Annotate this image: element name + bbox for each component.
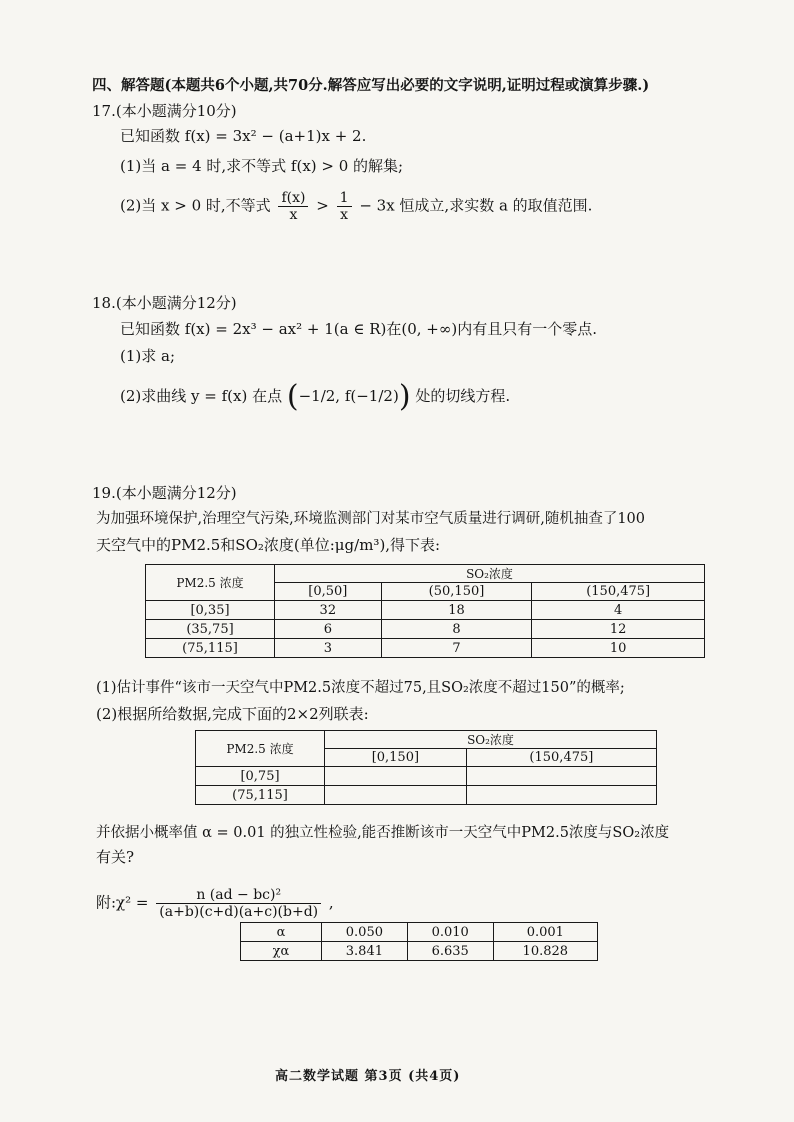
table1-cell: 18	[381, 601, 532, 620]
q18-point: −1/2, f(−1/2)	[298, 387, 399, 405]
frac-denominator: x	[289, 207, 298, 223]
section-heading: 四、解答题(本题共6个小题,共70分.解答应写出必要的文字说明,证明过程或演算步骤.)	[92, 77, 650, 94]
chi-value: 6.635	[407, 942, 493, 961]
table2-row-label: [0,75]	[196, 767, 325, 786]
q19-intro-line2: 天空气中的PM2.5和SO₂浓度(单位:μg/m³),得下表:	[96, 536, 441, 554]
q17-fraction-1-over-x	[337, 190, 352, 223]
frac-denominator: x	[340, 207, 349, 223]
pm25-so2-table	[145, 564, 705, 658]
chi-label: χα	[241, 942, 322, 961]
table1-col-group: SO₂浓度	[275, 565, 705, 583]
table2-empty-cell	[325, 786, 467, 805]
table-row	[241, 923, 598, 942]
q17-title: 17.(本小题满分10分)	[92, 102, 237, 120]
table2-empty-cell	[325, 767, 467, 786]
formula-tail: ,	[328, 893, 334, 912]
frac-numerator: n (ad − bc)²	[156, 887, 321, 904]
q17-part1: (1)当 a = 4 时,求不等式 f(x) > 0 的解集;	[120, 157, 404, 175]
q18-part2-suffix: 处的切线方程.	[415, 387, 511, 405]
table-row	[196, 786, 657, 805]
alpha-label: α	[241, 923, 322, 942]
table1-cell: 6	[275, 620, 382, 639]
table2-row-header: PM2.5 浓度	[196, 731, 325, 767]
table2-col-header: (150,475]	[466, 749, 656, 767]
table2-col-group: SO₂浓度	[325, 731, 657, 749]
table1-row-label: (75,115]	[146, 639, 275, 658]
table2-row-label: (75,115]	[196, 786, 325, 805]
q18-part2-prefix: (2)求曲线 y = f(x) 在点	[120, 387, 283, 405]
table-row	[241, 942, 598, 961]
alpha-value: 0.010	[407, 923, 493, 942]
q19-test-line1: 并依据小概率值 α = 0.01 的独立性检验,能否推断该市一天空气中PM2.5浓度与SO₂浓度	[96, 825, 670, 841]
table1-row-label: [0,35]	[146, 601, 275, 620]
table1-cell: 32	[275, 601, 382, 620]
q19-test-line2: 有关?	[96, 848, 135, 866]
formula-label: 附:χ² =	[96, 893, 149, 912]
table1-cell: 10	[532, 639, 705, 658]
table1-cell: 8	[381, 620, 532, 639]
table2-col-header: [0,150]	[325, 749, 467, 767]
table1-col-header: (150,475]	[532, 583, 705, 601]
q17-stem	[120, 125, 366, 147]
q18-part1: (1)求 a;	[120, 347, 176, 365]
frac-denominator: (a+b)(c+d)(a+c)(b+d)	[159, 904, 319, 920]
table1-cell: 7	[381, 639, 532, 658]
contingency-table	[195, 730, 657, 805]
formula-fraction	[156, 887, 321, 920]
q17-part2	[120, 190, 592, 223]
q17-stem-prefix: 已知函数	[120, 127, 181, 145]
q18-title: 18.(本小题满分12分)	[92, 294, 237, 312]
chi-square-formula	[96, 887, 334, 920]
alpha-value: 0.050	[322, 923, 408, 942]
table1-cell: 12	[532, 620, 705, 639]
page-footer: 高二数学试题 第3页 (共4页)	[275, 1069, 461, 1084]
q18-stem: 已知函数 f(x) = 2x³ − ax² + 1(a ∈ R)在(0, +∞)内有且只有一个零点.	[120, 320, 597, 338]
alpha-value: 0.001	[493, 923, 597, 942]
q17-fraction-fx-over-x	[278, 190, 308, 223]
q19-part1: (1)估计事件“该市一天空气中PM2.5浓度不超过75,且SO₂浓度不超过150”的概率;	[96, 680, 625, 696]
chi-value: 3.841	[322, 942, 408, 961]
table2-empty-cell	[466, 767, 656, 786]
q19-part2: (2)根据所给数据,完成下面的2×2列联表:	[96, 705, 369, 723]
table-row	[146, 601, 705, 620]
frac-numerator: f(x)	[278, 190, 308, 207]
table1-col-header: [0,50]	[275, 583, 382, 601]
table1-cell: 3	[275, 639, 382, 658]
table1-cell: 4	[532, 601, 705, 620]
table2-empty-cell	[466, 786, 656, 805]
table1-col-header: (50,150]	[381, 583, 532, 601]
frac-numerator: 1	[337, 190, 352, 207]
q17-part2-suffix: − 3x 恒成立,求实数 a 的取值范围.	[359, 196, 593, 215]
table-row	[196, 767, 657, 786]
table1-row-label: (35,75]	[146, 620, 275, 639]
q19-title: 19.(本小题满分12分)	[92, 484, 237, 502]
critical-value-table	[240, 922, 598, 961]
q17-part2-prefix: (2)当 x > 0 时,不等式	[120, 196, 271, 215]
table1-row-header: PM2.5 浓度	[146, 565, 275, 601]
table-row	[146, 620, 705, 639]
table-row	[146, 639, 705, 658]
q19-intro-line1: 为加强环境保护,治理空气污染,环境监测部门对某市空气质量进行调研,随机抽查了100	[96, 511, 646, 527]
q18-part2: (2)求曲线 y = f(x) 在点 (−1/2, f(−1/2)) 处的切线方程.	[120, 379, 511, 414]
q17-stem-formula: f(x) = 3x² − (a+1)x + 2.	[184, 127, 367, 145]
q17-gt: >	[316, 196, 329, 215]
chi-value: 10.828	[493, 942, 597, 961]
